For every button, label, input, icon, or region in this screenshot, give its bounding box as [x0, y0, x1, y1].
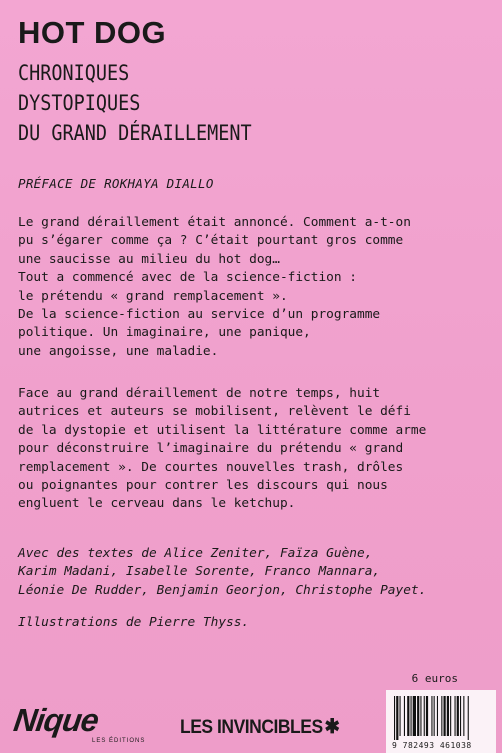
text-line: Karim Madani, Isabelle Sorente, Franco Mannara, — [18, 564, 381, 580]
barcode — [386, 690, 496, 753]
text-line: Léonie De Rudder, Benjamin Georjon, Christophe Payet. — [18, 582, 427, 598]
text-line: pour déconstruire l’imaginaire du prétendu « grand — [18, 441, 404, 457]
publisher-name: LES INVINCIBLES — [180, 717, 323, 738]
book-subtitle — [18, 58, 252, 148]
publisher-logo-invincibles — [180, 714, 339, 739]
publisher-logo-sub: LES ÉDITIONS — [92, 738, 146, 744]
text-line: une saucisse au milieu du hot dog… — [18, 251, 280, 267]
barcode-number: 9 782493 461038 — [392, 741, 472, 750]
text-line: une angoisse, une maladie. — [18, 343, 219, 359]
text-line: pu s’égarer comme ça ? C’était pourtant gros comme — [18, 233, 404, 249]
blurb-paragraph-1 — [18, 214, 411, 361]
text-line: Face au grand déraillement de notre temps, huit — [18, 386, 381, 401]
subtitle-line: CHRONIQUES — [18, 61, 130, 85]
text-line: politique. Un imaginaire, une panique, — [18, 325, 311, 341]
text-line: autrices et auteurs se mobilisent, relèvent le défi — [18, 404, 411, 420]
preface-credit: PRÉFACE DE ROKHAYA DIALLO — [18, 176, 214, 191]
price-label: 6 euros — [411, 672, 458, 685]
text-line: de la dystopie et utilisent la littérature comme arme — [18, 422, 427, 438]
text-line: Le grand déraillement était annoncé. Comment a-t-on — [18, 215, 411, 230]
book-title: HOT DOG — [18, 15, 167, 50]
authors-list — [18, 545, 426, 600]
text-line: engluent le cerveau dans le ketchup. — [18, 496, 296, 512]
barcode-icon — [394, 696, 490, 740]
text-line: De la science-fiction au service d’un programme — [18, 307, 381, 323]
illustrations-credit: Illustrations de Pierre Thyss. — [18, 615, 250, 630]
text-line: Avec des textes de Alice Zeniter, Faïza Guène, — [18, 546, 373, 561]
star-icon: ✱ — [324, 716, 340, 738]
blurb-paragraph-2 — [18, 385, 426, 514]
subtitle-line: DU GRAND DÉRAILLEMENT — [18, 121, 252, 145]
publisher-logo-nique: Nique — [11, 702, 101, 738]
text-line: le prétendu « grand remplacement ». — [18, 288, 288, 304]
text-line: remplacement ». De courtes nouvelles trash, drôles — [18, 459, 404, 475]
subtitle-line: DYSTOPIQUES — [18, 91, 141, 115]
text-line: Tout a commencé avec de la science-fiction : — [18, 270, 357, 286]
text-line: ou poignantes pour contrer les discours qui nous — [18, 478, 388, 494]
